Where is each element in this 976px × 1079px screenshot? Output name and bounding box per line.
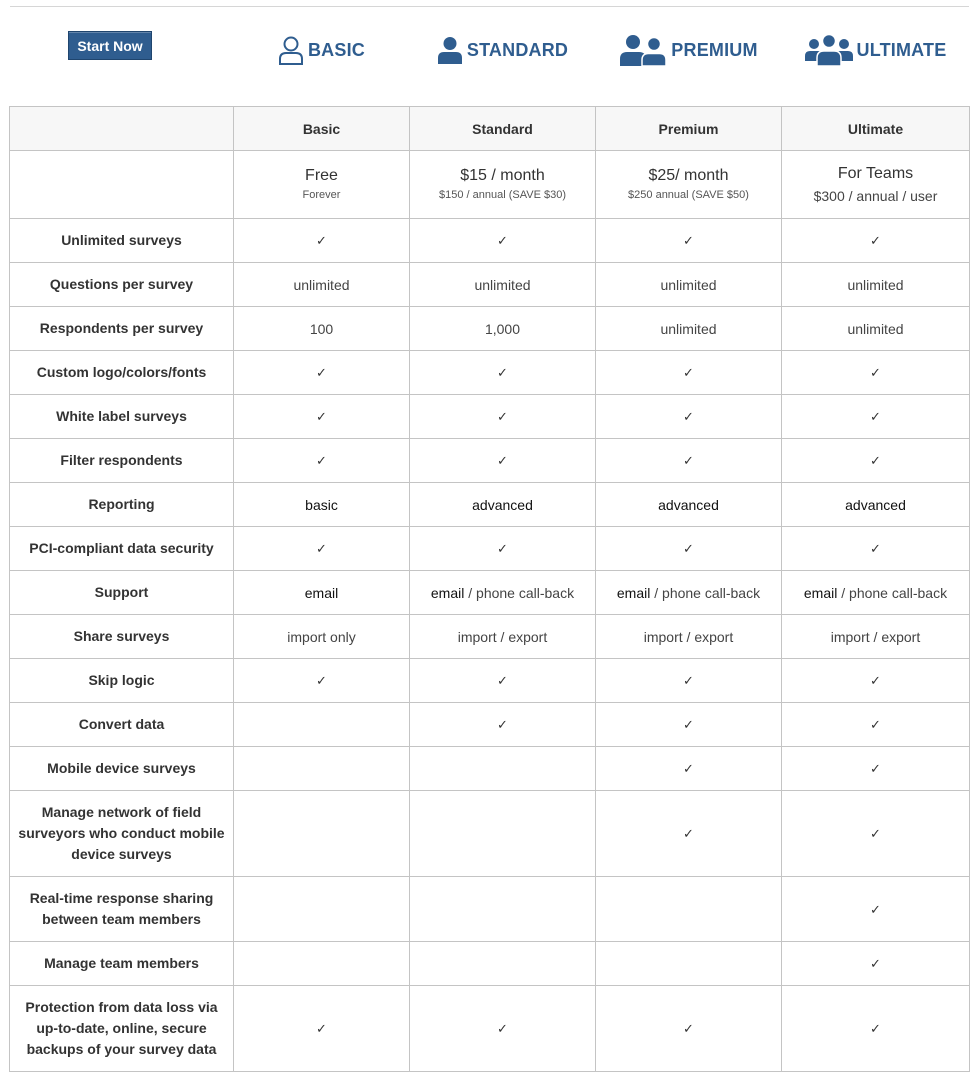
- checkmark-icon: ✓: [870, 409, 881, 424]
- value-cell-basic: [234, 877, 410, 942]
- value-cell-basic: [234, 439, 410, 483]
- value-cell-ultimate: [782, 571, 970, 615]
- value-cell-standard: [410, 615, 596, 659]
- feature-label: White label surveys: [10, 395, 234, 439]
- table-row: [10, 703, 970, 747]
- cell-value: unlimited: [847, 320, 904, 337]
- support-primary: email: [803, 584, 838, 601]
- checkmark-icon: ✓: [316, 365, 327, 380]
- value-cell-standard: [410, 747, 596, 791]
- checkmark-icon: ✓: [683, 673, 694, 688]
- value-cell-premium: [596, 483, 782, 527]
- checkmark-icon: ✓: [497, 673, 508, 688]
- cell-value: email: [304, 584, 339, 601]
- checkmark-icon: ✓: [497, 453, 508, 468]
- cell-value: import / export: [830, 628, 921, 645]
- price-main: For Teams: [837, 164, 914, 182]
- plan-header-label: ULTIMATE: [856, 39, 947, 60]
- table-row: [10, 351, 970, 395]
- value-cell-standard: [410, 395, 596, 439]
- plan-header-ultimate: [782, 30, 969, 70]
- pricing-comparison-table: [9, 106, 970, 1072]
- feature-label: Convert data: [10, 703, 234, 747]
- value-cell-basic: [234, 571, 410, 615]
- plan-header-premium: [596, 30, 781, 70]
- value-cell-ultimate: [782, 527, 970, 571]
- price-main: Free: [305, 167, 338, 184]
- cell-value: basic: [305, 496, 338, 513]
- cell-value: advanced: [472, 496, 533, 513]
- value-cell-standard: [410, 791, 596, 877]
- value-cell-standard: [410, 439, 596, 483]
- price-main: $15 / month: [460, 167, 545, 184]
- value-cell-standard: [410, 219, 596, 263]
- checkmark-icon: ✓: [497, 717, 508, 732]
- plan-header-label: PREMIUM: [671, 39, 758, 60]
- price-sub: $300 / annual / user: [813, 187, 938, 204]
- feature-label: Protection from data loss via up-to-date, online, secure backups of your survey data: [10, 986, 234, 1072]
- column-header-standard: Standard: [410, 107, 596, 151]
- value-cell-basic: [234, 659, 410, 703]
- value-cell-standard: [410, 571, 596, 615]
- column-header-basic: Basic: [234, 107, 410, 151]
- table-row: [10, 615, 970, 659]
- cell-value: unlimited: [847, 276, 904, 293]
- cell-value: advanced: [658, 496, 719, 513]
- price-cell-ultimate: [782, 151, 970, 219]
- table-row: [10, 942, 970, 986]
- feature-label: PCI-compliant data security: [10, 527, 234, 571]
- value-cell-ultimate: [782, 942, 970, 986]
- cell-value: 1,000: [484, 320, 521, 337]
- two-users-icon: [619, 33, 667, 67]
- price-cell-basic: [234, 151, 410, 219]
- value-cell-premium: [596, 615, 782, 659]
- checkmark-icon: ✓: [497, 1021, 508, 1036]
- value-cell-ultimate: [782, 986, 970, 1072]
- feature-label: Skip logic: [10, 659, 234, 703]
- plan-header-label: STANDARD: [466, 39, 569, 60]
- feature-label: Manage network of field surveyors who conduct mobile device surveys: [10, 791, 234, 877]
- table-row: [10, 263, 970, 307]
- checkmark-icon: ✓: [316, 673, 327, 688]
- checkmark-icon: ✓: [683, 717, 694, 732]
- value-cell-standard: [410, 263, 596, 307]
- checkmark-icon: ✓: [683, 365, 694, 380]
- checkmark-icon: ✓: [316, 1021, 327, 1036]
- value-cell-ultimate: [782, 439, 970, 483]
- checkmark-icon: ✓: [870, 826, 881, 841]
- table-row: [10, 747, 970, 791]
- feature-label: Unlimited surveys: [10, 219, 234, 263]
- checkmark-icon: ✓: [683, 826, 694, 841]
- table-row: [10, 483, 970, 527]
- value-cell-basic: [234, 615, 410, 659]
- feature-label: Manage team members: [10, 942, 234, 986]
- value-cell-ultimate: [782, 483, 970, 527]
- value-cell-ultimate: [782, 747, 970, 791]
- table-row: [10, 395, 970, 439]
- feature-label: Share surveys: [10, 615, 234, 659]
- value-cell-premium: [596, 986, 782, 1072]
- cell-value: import / export: [643, 628, 734, 645]
- table-row: [10, 571, 970, 615]
- table-header-row: [10, 107, 970, 151]
- value-cell-basic: [234, 307, 410, 351]
- cell-value: unlimited: [660, 320, 717, 337]
- feature-label: Support: [10, 571, 234, 615]
- value-cell-ultimate: [782, 307, 970, 351]
- three-users-icon: [805, 33, 853, 67]
- checkmark-icon: ✓: [316, 541, 327, 556]
- checkmark-icon: ✓: [870, 541, 881, 556]
- checkmark-icon: ✓: [683, 1021, 694, 1036]
- checkmark-icon: ✓: [870, 956, 881, 971]
- value-cell-standard: [410, 527, 596, 571]
- value-cell-premium: [596, 747, 782, 791]
- pricing-row: [10, 151, 970, 219]
- cell-value: unlimited: [474, 276, 531, 293]
- feature-label: Filter respondents: [10, 439, 234, 483]
- cell-value: unlimited: [293, 276, 350, 293]
- price-cell-standard: [410, 151, 596, 219]
- plan-header-basic: [234, 30, 409, 70]
- cell-value: import only: [287, 628, 356, 645]
- checkmark-icon: ✓: [497, 541, 508, 556]
- plan-header-standard: [410, 30, 595, 70]
- column-header-premium: Premium: [596, 107, 782, 151]
- value-cell-basic: [234, 791, 410, 877]
- value-cell-premium: [596, 703, 782, 747]
- support-primary: email: [616, 584, 651, 601]
- table-row: [10, 986, 970, 1072]
- feature-label: Mobile device surveys: [10, 747, 234, 791]
- value-cell-premium: [596, 571, 782, 615]
- checkmark-icon: ✓: [316, 233, 327, 248]
- top-divider: [10, 6, 969, 7]
- checkmark-icon: ✓: [316, 409, 327, 424]
- value-cell-ultimate: [782, 703, 970, 747]
- checkmark-icon: ✓: [870, 761, 881, 776]
- checkmark-icon: ✓: [316, 453, 327, 468]
- value-cell-basic: [234, 219, 410, 263]
- value-cell-basic: [234, 395, 410, 439]
- value-cell-premium: [596, 351, 782, 395]
- table-row: [10, 659, 970, 703]
- cell-value: import / export: [457, 628, 548, 645]
- checkmark-icon: ✓: [683, 409, 694, 424]
- table-row: [10, 219, 970, 263]
- feature-label: Real-time response sharing between team members: [10, 877, 234, 942]
- value-cell-basic: [234, 263, 410, 307]
- price-cell-premium: [596, 151, 782, 219]
- cell-value: 100: [309, 320, 334, 337]
- value-cell-premium: [596, 439, 782, 483]
- value-cell-standard: [410, 942, 596, 986]
- feature-label: Questions per survey: [10, 263, 234, 307]
- single-user-icon: [437, 35, 463, 65]
- cell-value: unlimited: [660, 276, 717, 293]
- table-row: [10, 307, 970, 351]
- price-sub: $150 / annual (SAVE $30): [439, 189, 566, 201]
- value-cell-ultimate: [782, 219, 970, 263]
- value-cell-standard: [410, 307, 596, 351]
- checkmark-icon: ✓: [683, 453, 694, 468]
- table-row: [10, 877, 970, 942]
- value-cell-premium: [596, 219, 782, 263]
- price-main: $25/ month: [648, 167, 729, 184]
- checkmark-icon: ✓: [870, 233, 881, 248]
- value-cell-standard: [410, 703, 596, 747]
- plan-header-label: BASIC: [307, 39, 365, 60]
- table-row: [10, 527, 970, 571]
- price-sub: $250 annual (SAVE $50): [628, 189, 749, 201]
- value-cell-standard: [410, 483, 596, 527]
- value-cell-premium: [596, 877, 782, 942]
- single-user-outline-icon: [278, 35, 304, 65]
- value-cell-basic: [234, 351, 410, 395]
- value-cell-ultimate: [782, 877, 970, 942]
- table-row: [10, 791, 970, 877]
- value-cell-basic: [234, 703, 410, 747]
- value-cell-ultimate: [782, 351, 970, 395]
- start-now-button[interactable]: Start Now: [68, 31, 152, 60]
- checkmark-icon: ✓: [870, 673, 881, 688]
- support-secondary: / phone call-back: [650, 584, 761, 601]
- checkmark-icon: ✓: [870, 717, 881, 732]
- value-cell-basic: [234, 483, 410, 527]
- checkmark-icon: ✓: [497, 409, 508, 424]
- value-cell-premium: [596, 527, 782, 571]
- value-cell-basic: [234, 527, 410, 571]
- checkmark-icon: ✓: [870, 365, 881, 380]
- feature-label: Respondents per survey: [10, 307, 234, 351]
- feature-label: Custom logo/colors/fonts: [10, 351, 234, 395]
- price-sub: Forever: [302, 189, 341, 201]
- support-primary: email: [430, 584, 465, 601]
- value-cell-standard: [410, 877, 596, 942]
- value-cell-standard: [410, 986, 596, 1072]
- value-cell-premium: [596, 791, 782, 877]
- checkmark-icon: ✓: [683, 541, 694, 556]
- value-cell-premium: [596, 942, 782, 986]
- support-secondary: / phone call-back: [837, 584, 948, 601]
- value-cell-ultimate: [782, 791, 970, 877]
- checkmark-icon: ✓: [870, 901, 881, 917]
- checkmark-icon: ✓: [870, 453, 881, 468]
- checkmark-icon: ✓: [683, 761, 694, 776]
- value-cell-basic: [234, 942, 410, 986]
- checkmark-icon: ✓: [870, 1021, 881, 1036]
- checkmark-icon: ✓: [497, 233, 508, 248]
- value-cell-premium: [596, 307, 782, 351]
- pricing-row-label: [10, 151, 234, 219]
- checkmark-icon: ✓: [497, 365, 508, 380]
- value-cell-ultimate: [782, 615, 970, 659]
- value-cell-premium: [596, 659, 782, 703]
- value-cell-basic: [234, 747, 410, 791]
- table-row: [10, 439, 970, 483]
- value-cell-premium: [596, 263, 782, 307]
- value-cell-ultimate: [782, 263, 970, 307]
- value-cell-ultimate: [782, 395, 970, 439]
- cell-value: advanced: [845, 496, 906, 513]
- checkmark-icon: ✓: [683, 233, 694, 248]
- feature-label: Reporting: [10, 483, 234, 527]
- value-cell-ultimate: [782, 659, 970, 703]
- support-secondary: / phone call-back: [464, 584, 575, 601]
- column-header-ultimate: Ultimate: [782, 107, 970, 151]
- value-cell-basic: [234, 986, 410, 1072]
- value-cell-standard: [410, 659, 596, 703]
- column-header: [10, 107, 234, 151]
- value-cell-standard: [410, 351, 596, 395]
- value-cell-premium: [596, 395, 782, 439]
